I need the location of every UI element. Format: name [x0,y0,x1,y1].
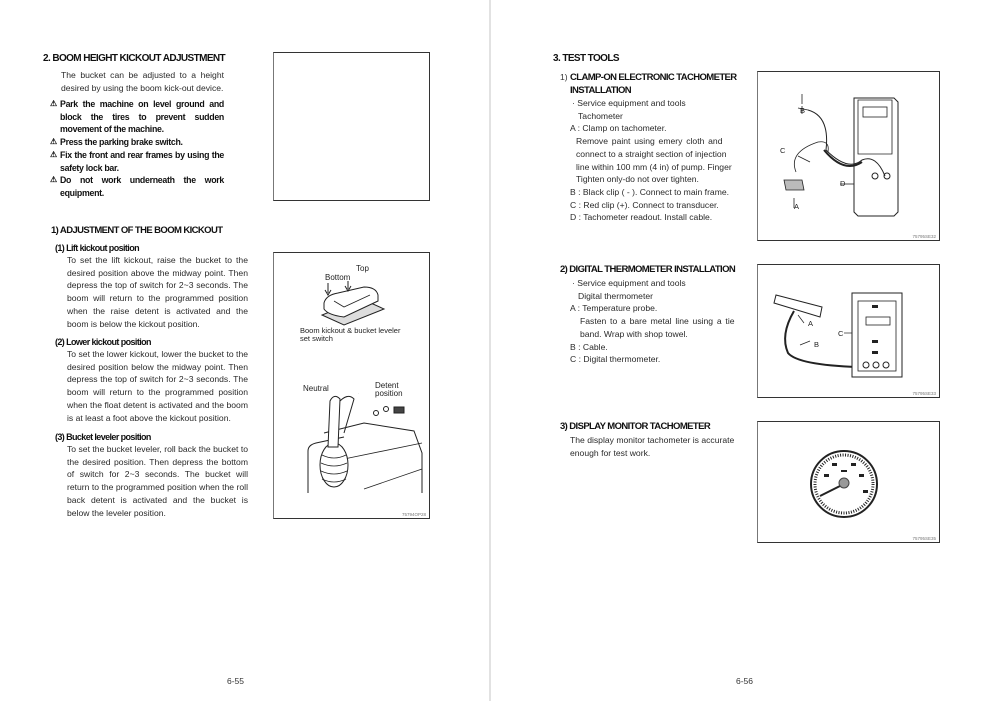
text-line: Tighten only-do not over tighten. [576,174,699,185]
figure-code: 75794OP28 [401,512,426,517]
label-d: D [840,179,846,188]
warning-item [50,149,224,174]
label-detent-line1: Detent [375,381,399,390]
gauge-illustration [758,422,938,540]
warning-list [50,98,224,200]
section-title-boom-kickout: 2. BOOM HEIGHT KICKOUT ADJUSTMENT [43,53,226,64]
item-title-lift-kickout: (1) Lift kickout position [55,243,139,253]
text-line: A : Clamp on tachometer. [570,123,667,134]
label-a: A [794,202,800,211]
label-c: C [780,146,786,155]
text-line: · Service equipment and tools [572,98,686,108]
text-line: C : Digital thermometer. [570,354,661,365]
label-b: B [814,340,820,349]
tachometer-number: 1) [560,72,568,82]
warning-text: Do not work underneath the work equipment. [60,175,224,198]
warning-item [50,174,224,199]
label-bottom: Bottom [325,273,351,282]
subsection-title-adjustment: 1) ADJUSTMENT OF THE BOOM KICKOUT [51,225,223,236]
lever-illustration [304,393,426,493]
warning-icon: ⚠ [50,175,57,185]
display-monitor-title: 3) DISPLAY MONITOR TACHOMETER [560,421,711,432]
text-line: D : Tachometer readout. Install cable. [570,212,713,223]
figure-kickout-switch-lever [273,252,430,519]
item-title-lower-kickout: (2) Lower kickout position [55,337,151,347]
warning-text: Park the machine on level ground and block the tires to prevent sudden movement of the machine. [60,99,224,135]
warning-icon: ⚠ [50,99,57,108]
page-divider [489,0,491,701]
page-number-left: 6-55 [227,676,245,686]
figure-placeholder [273,52,430,201]
switch-caption [300,327,400,343]
warning-item [50,136,224,149]
figure-code: 75795SE35 [912,536,936,541]
item-title-bucket-leveler: (3) Bucket leveler position [55,432,151,442]
warning-icon: ⚠ [50,149,57,159]
label-neutral: Neutral [303,384,329,393]
page-number-right: 6-56 [736,676,754,686]
item-text-bucket-leveler: To set the bucket leveler, roll back the bucket to the desired position. Then depress the bottom of switch for 2~3 seconds. The bucket will return to the programmed position when the roll back detent is activated and the bucket is below the leveler position. [67,444,248,518]
warning-icon: ⚠ [50,137,57,147]
text-line: Digital thermometer [578,290,653,301]
switch-illustration [314,281,394,329]
text-line: connect to a straight section of injection [576,148,727,159]
text-line: B : Black clip ( - ). Connect to main frame. [570,186,730,197]
label-a: A [808,319,814,328]
switch-caption-line2: set switch [300,334,333,343]
figure-code: 75795SE32 [912,234,936,239]
label-top: Top [356,264,369,273]
text-line: Fasten to a bare metal line using a tie [580,316,735,327]
item-text-lower-kickout: To set the lower kickout, lower the bucket to the desired position below the midway point. Then depress the top of switch for 2~3 seconds. The boom will return to the programmed position when the float detent is activated and the boom is at least a foot above the kickout position. [67,349,248,423]
tachometer-title-line2: INSTALLATION [570,85,632,96]
thermometer-title: 2) DIGITAL THERMOMETER INSTALLATION [560,264,736,275]
label-detent-line2: position [375,389,403,398]
warning-text: Fix the front and rear frames by using the safety lock bar. [60,149,224,173]
text-line: · Service equipment and tools [572,278,686,288]
tachometer-title-line1: CLAMP-ON ELECTRONIC TACHOMETER [570,72,737,83]
text-line: Tachometer [578,110,623,121]
text-line: C : Red clip (+). Connect to transducer. [570,199,719,210]
text-line: line within 100 mm (4 in) of pump. Finger [576,161,732,172]
figure-digital-thermometer [757,264,940,398]
text-line: Remove paint using emery cloth and [576,136,723,147]
switch-caption-line1: Boom kickout & bucket leveler [300,326,401,335]
figure-code: 75795SE33 [912,391,936,396]
text-line: The display monitor tachometer is accurate [570,435,735,445]
section-title-test-tools: 3. TEST TOOLS [553,53,619,64]
text-line: enough for test work. [570,447,651,458]
display-monitor-body [570,434,740,459]
thermometer-body [570,277,735,366]
warning-text: Press the parking brake switch. [60,137,183,148]
text-line: A : Temperature probe. [570,303,658,314]
label-c: C [838,329,844,338]
tachometer-illustration [758,72,938,238]
item-text-lift-kickout: To set the lift kickout, raise the bucket to the desired position above the midway point. Then depress the top of switch for 2~3 seconds. The boom will return to the programmed position when the raise detent is activated and the boom is below the kickout position. [67,255,248,329]
thermometer-illustration [758,265,938,395]
figure-display-monitor-tachometer [757,421,940,543]
figure-clamp-on-tachometer [757,71,940,241]
tachometer-body [570,97,735,224]
warning-item [50,98,224,136]
label-b: B [800,106,806,115]
intro-text: The bucket can be adjusted to a height desired by using the boom kick-out device. [61,70,224,93]
text-line: B : Cable. [570,341,608,352]
text-line: band. Wrap with shop towel. [580,328,688,339]
